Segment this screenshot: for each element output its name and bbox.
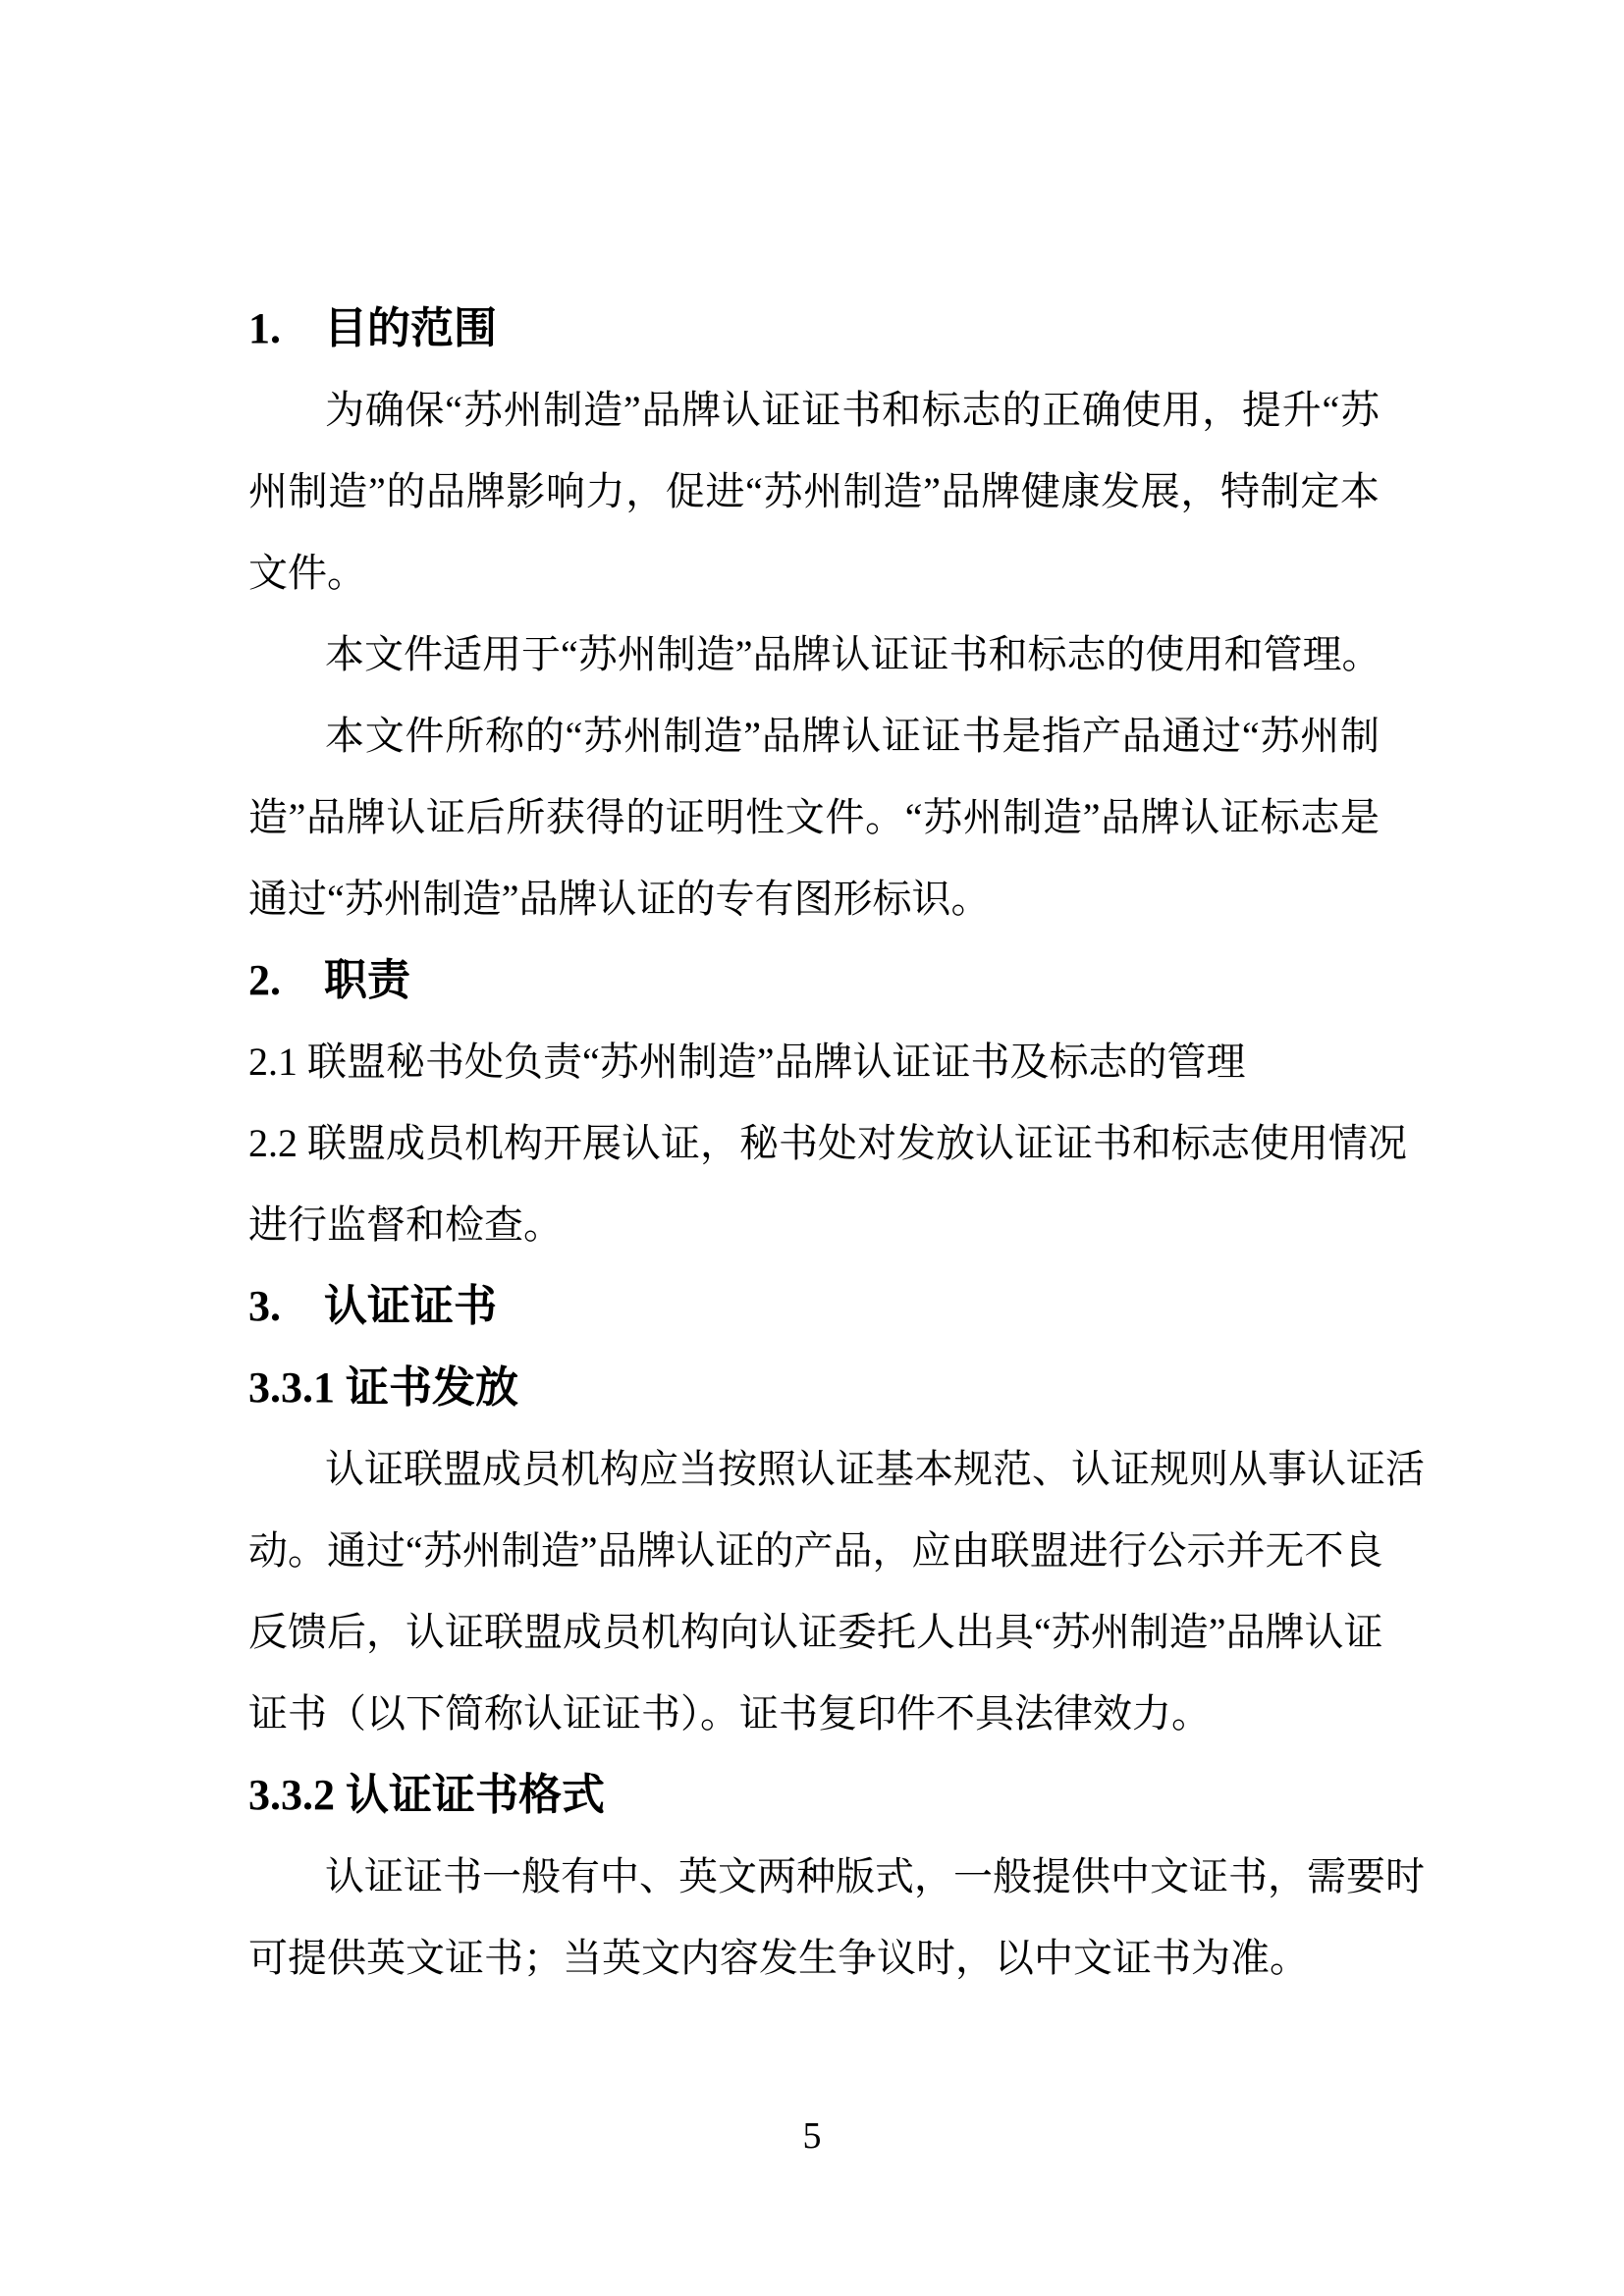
body-line: 认证联盟成员机构应当按照认证基本规范、认证规则从事认证活 bbox=[325, 1447, 1425, 1491]
body-line: 州制造”的品牌影响力，促进“苏州制造”品牌健康发展，特制定本 bbox=[248, 469, 1380, 513]
heading-certificate: 3. 认证证书 bbox=[248, 1282, 497, 1330]
body-line: 通过“苏州制造”品牌认证的专有图形标识。 bbox=[248, 877, 991, 921]
body-line: 本文件所称的“苏州制造”品牌认证证书是指产品通过“苏州制 bbox=[325, 714, 1380, 758]
body-line: 文件。 bbox=[248, 551, 366, 595]
body-line: 本文件适用于“苏州制造”品牌认证证书和标志的使用和管理。 bbox=[325, 632, 1381, 676]
heading-certificate-issuance: 3.3.1 证书发放 bbox=[248, 1363, 518, 1412]
document-body bbox=[248, 288, 1425, 1999]
heading-purpose-scope: 1. 目的范围 bbox=[248, 304, 497, 352]
body-line: 造”品牌认证后所获得的证明性文件。“苏州制造”品牌认证标志是 bbox=[248, 795, 1380, 839]
body-line: 可提供英文证书；当英文内容发生争议时，以中文证书为准。 bbox=[248, 1936, 1309, 1980]
body-line: 证书（以下简称认证证书）。证书复印件不具法律效力。 bbox=[248, 1691, 1211, 1735]
body-line: 动。通过“苏州制造”品牌认证的产品，应由联盟进行公示并无不良 bbox=[248, 1528, 1383, 1573]
page-number: 5 bbox=[802, 2115, 822, 2157]
body-line: 2.1 联盟秘书处负责“苏州制造”品牌认证证书及标志的管理 bbox=[248, 1040, 1246, 1084]
body-line: 进行监督和检查。 bbox=[248, 1202, 563, 1247]
body-line: 认证证书一般有中、英文两种版式，一般提供中文证书，需要时 bbox=[325, 1854, 1425, 1898]
body-line: 为确保“苏州制造”品牌认证证书和标志的正确使用，提升“苏 bbox=[325, 388, 1380, 432]
heading-certificate-format: 3.3.2 认证证书格式 bbox=[248, 1771, 605, 1819]
body-line: 2.2 联盟成员机构开展认证，秘书处对发放认证证书和标志使用情况 bbox=[248, 1121, 1407, 1165]
heading-responsibilities: 2. 职责 bbox=[248, 956, 410, 1004]
body-line: 反馈后，认证联盟成员机构向认证委托人出具“苏州制造”品牌认证 bbox=[248, 1610, 1383, 1654]
